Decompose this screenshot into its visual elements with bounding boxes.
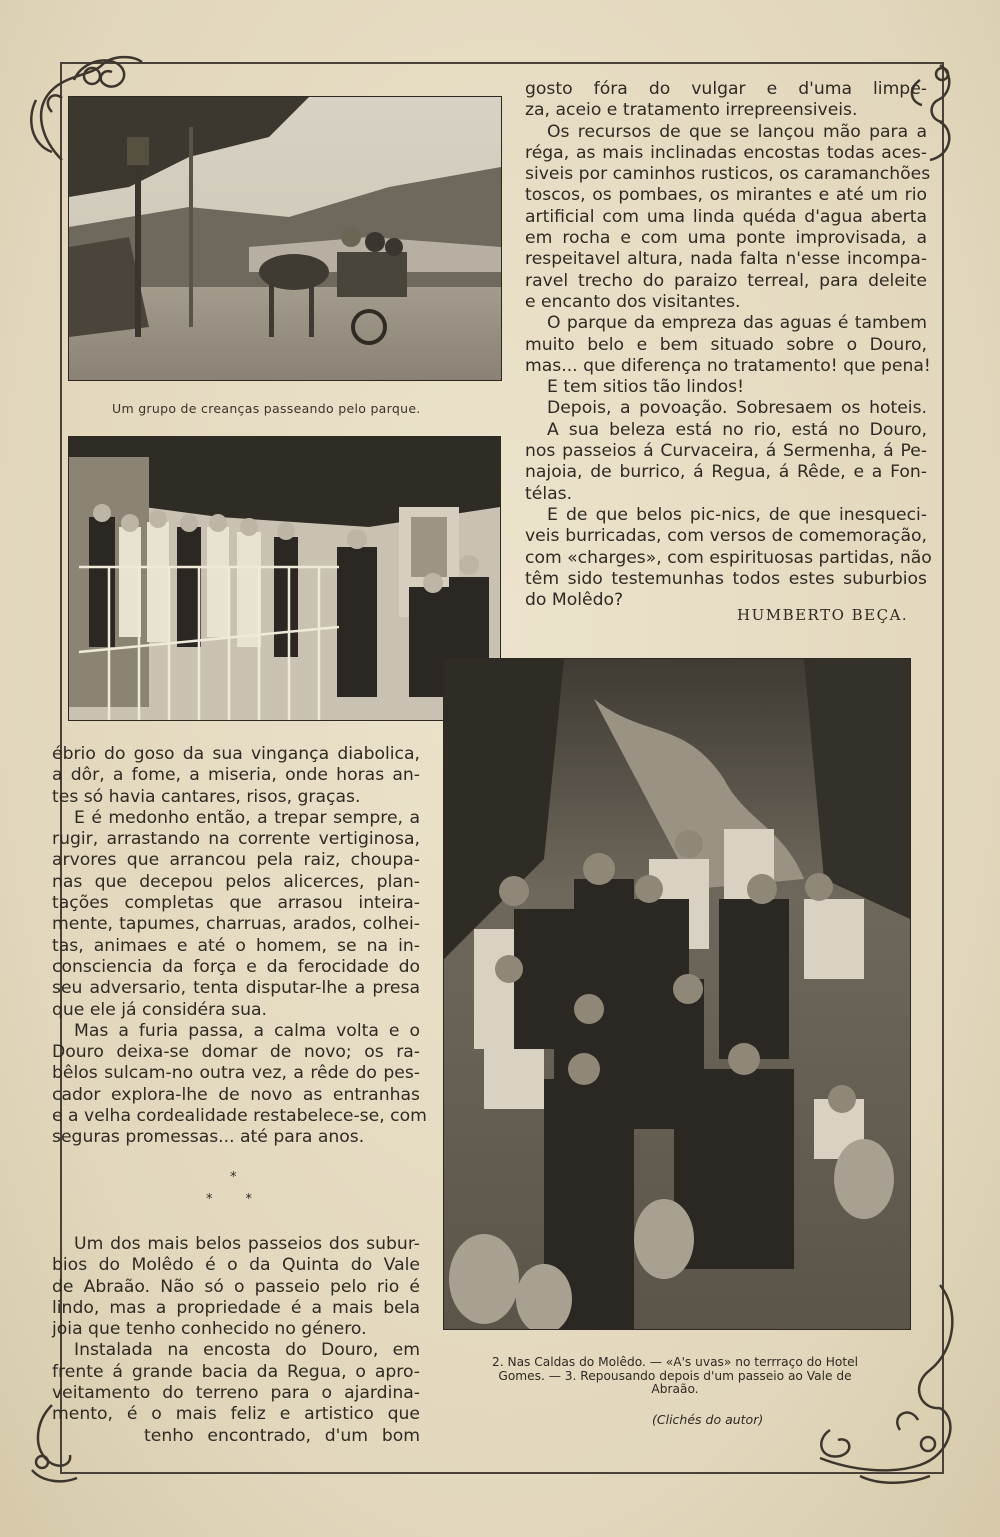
text-line: frente á grande bacia da Regua, o apro- <box>52 1361 420 1382</box>
text-line: ébrio do goso da sua vingança diabolica, <box>52 744 420 764</box>
caption-line: 2. Nas Caldas do Molêdo. — «A's uvas» no terrraço do Hotel <box>491 1355 859 1369</box>
text-line: muito belo e bem situado sobre o Douro, <box>525 334 927 355</box>
text-line: seu adversario, tenta disputar-lhe a presa <box>52 978 420 999</box>
text-line: tações completas que arrasou inteira- <box>52 893 420 914</box>
text-line: tas, animaes e até o homem, se na in- <box>52 935 420 956</box>
text-line: lindo, mas a propriedade é a mais bela <box>52 1297 420 1318</box>
caption-line: Gomes. — 3. Repousando depois d'um passeio ao Vale de <box>498 1368 852 1383</box>
text-line: cador explora-lhe de novo as entranhas <box>52 1084 420 1105</box>
text-line: consciencia da força e da ferocidade do <box>52 956 420 977</box>
text-line: com «charges», com espirituosas partidas, não <box>525 547 932 568</box>
left-text-column <box>52 744 427 1149</box>
text-line: Mas a furia passa, a calma volta e o <box>74 1020 420 1041</box>
text-line: veis burricadas, com versos de comemoração, <box>525 526 927 547</box>
photo-caption-right <box>442 1356 908 1397</box>
text-line: O parque da empreza das aguas é tambem <box>547 313 927 334</box>
text-line: e encanto dos visitantes. <box>525 291 741 312</box>
text-line: Os recursos de que se lançou mão para a <box>547 121 927 142</box>
text-line: de Abraão. Não só o passeio pelo rio é <box>52 1276 420 1297</box>
text-line: têm sido testemunhas todos estes suburbios <box>525 568 927 589</box>
text-line: tes só havia cantares, risos, graças. <box>52 786 361 807</box>
text-line: a dôr, a fome, a miseria, onde horas an- <box>52 765 420 786</box>
text-line: mento, é o mais feliz e artistico que <box>52 1404 420 1425</box>
text-line: réga, as mais inclinadas encostas todas aces- <box>525 142 927 163</box>
photo-caption-children: Um grupo de creanças passeando pelo parque. <box>112 401 421 416</box>
text-line: que ele já considéra sua. <box>52 999 267 1020</box>
right-text-column <box>525 79 932 611</box>
text-line: Um dos mais belos passeios dos subur- <box>74 1234 420 1254</box>
text-line: télas. <box>525 483 573 504</box>
text-line: respeitavel altura, nada falta n'esse incompa- <box>525 249 927 270</box>
text-line: A sua beleza está no rio, está no Douro, <box>547 419 927 440</box>
text-line: siveis por caminhos rusticos, os caramanchões <box>525 164 931 185</box>
photo-children-donkey-cart <box>68 96 502 381</box>
text-line: nos passeios á Curvaceira, á Sermenha, á Pe- <box>525 441 927 462</box>
text-line: Depois, a povoação. Sobresaem os hoteis. <box>547 398 927 419</box>
text-line: do Molêdo? <box>525 590 624 611</box>
text-line: seguras promessas... até para anos. <box>52 1127 365 1148</box>
text-line: mas... que diferença no tratamento! que pena! <box>525 355 931 376</box>
text-line: veitamento do terreno para o ajardina- <box>52 1383 420 1404</box>
text-line: toscos, os pombaes, os mirantes e até um rio <box>525 185 927 206</box>
text-line: E é medonho então, a trepar sempre, a <box>74 807 420 828</box>
text-line: mente, tapumes, charruas, arados, colhei- <box>52 914 420 935</box>
text-line: e a velha cordealidade restabelece-se, com <box>52 1106 427 1127</box>
text-line: ravel trecho do paraizo terreal, para deleite <box>525 270 927 291</box>
text-line: bêlos sulcam-no outra vez, a rêde do pes- <box>52 1063 420 1084</box>
text-line: najoia, de burrico, á Regua, á Rêde, e a Fon- <box>525 462 927 483</box>
caption-line: Abraão. <box>651 1382 699 1396</box>
text-line: za, aceio e tratamento irrepreensiveis. <box>525 100 858 121</box>
text-line: nas que decepou pelos alicerces, plan- <box>52 871 420 892</box>
text-line: bios do Molêdo é o da Quinta do Vale <box>52 1255 420 1276</box>
text-line: tenho encontrado, d'um bom <box>144 1425 420 1446</box>
text-line: artificial com uma linda quéda d'agua aberta <box>525 206 927 227</box>
section-separator-bottom-stars: * * <box>206 1192 253 1207</box>
section-separator-top-star: * <box>230 1170 237 1185</box>
text-line: gosto fóra do vulgar e d'uma limpe- <box>525 79 927 99</box>
text-line: E de que belos pic-nics, de que inesqueci- <box>547 504 927 525</box>
text-line: joia que tenho conhecido no género. <box>52 1319 367 1340</box>
text-line: arvores que arrancou pela raiz, choupa- <box>52 850 420 871</box>
text-line: em rocha e com uma ponte improvisada, a <box>525 228 927 249</box>
text-line: Douro deixa-se domar de novo; os ra- <box>52 1042 420 1063</box>
text-line: Instalada na encosta do Douro, em <box>74 1340 420 1361</box>
author-signature: HUMBERTO BEÇA. <box>737 606 909 624</box>
photo-group-terrace <box>68 436 501 721</box>
text-line: E tem sitios tão lindos! <box>547 377 744 398</box>
left-text-column-bottom <box>52 1234 420 1447</box>
text-line: rugir, arrastando na corrente vertiginosa, <box>52 829 420 850</box>
photo-credit: (Clichés do autor) <box>652 1412 764 1427</box>
photo-group-resting-rocks <box>443 658 911 1330</box>
